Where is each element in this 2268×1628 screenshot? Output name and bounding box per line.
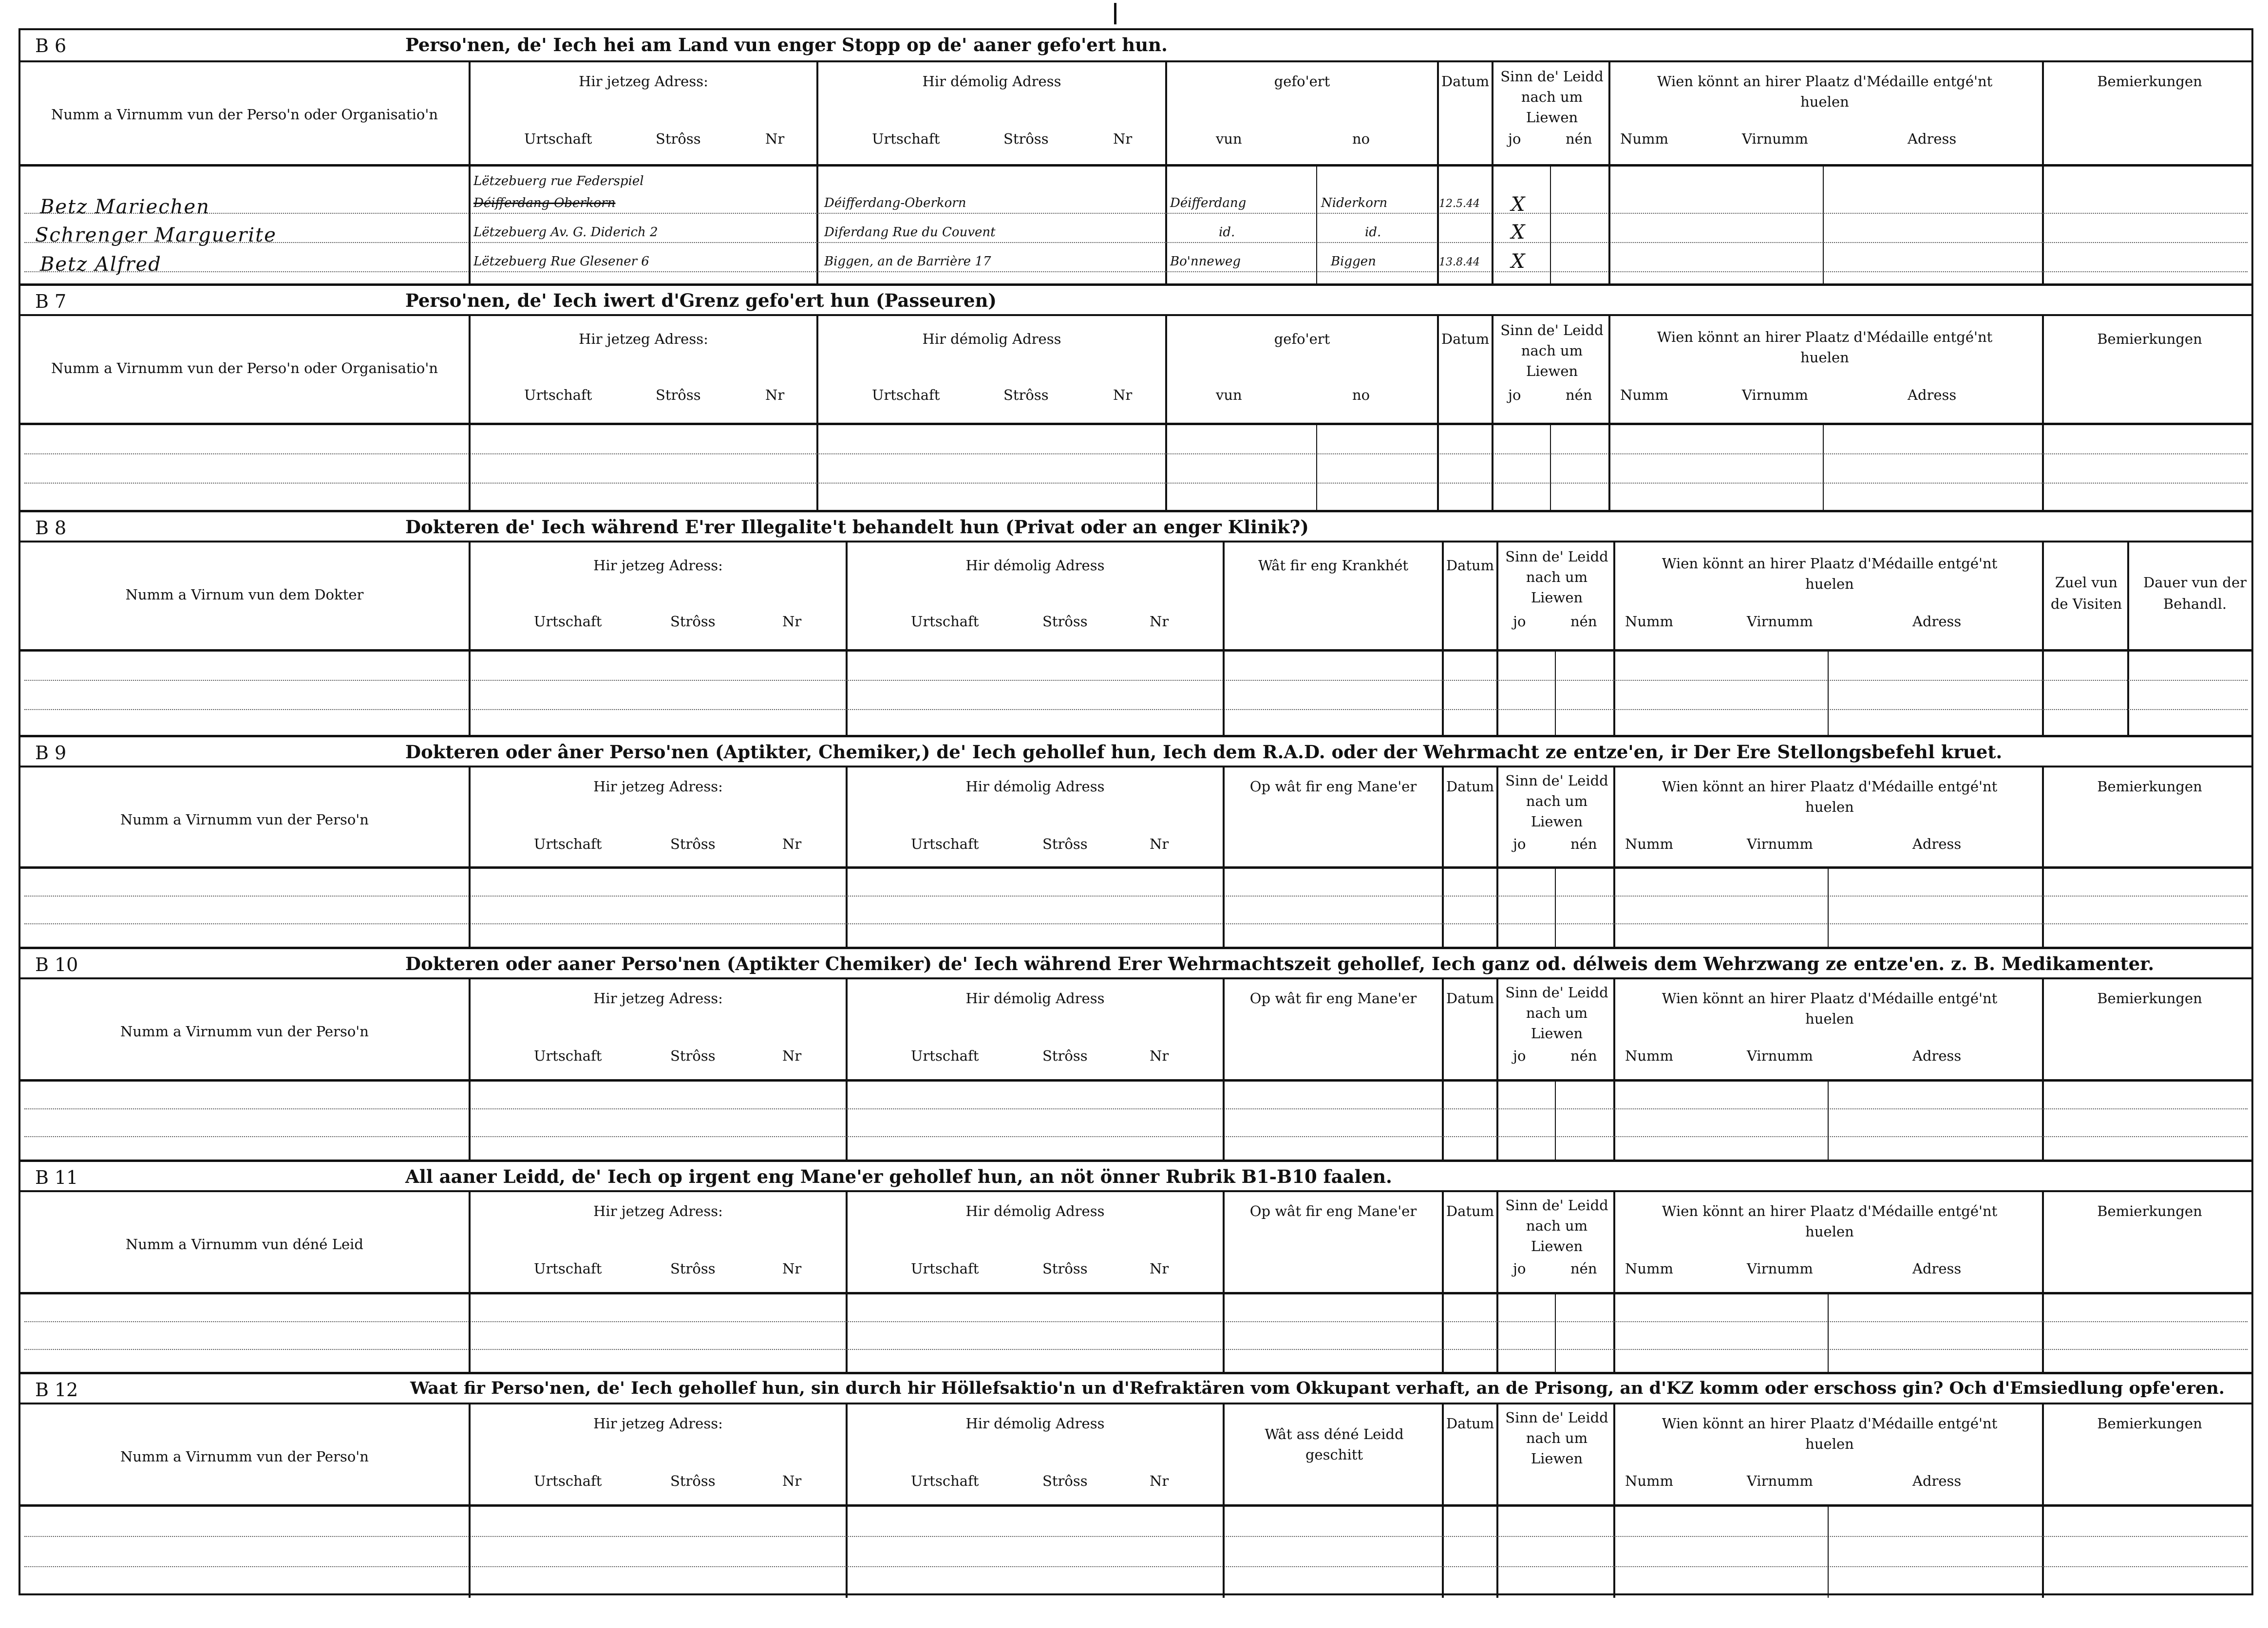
section-header bbox=[20, 1374, 2251, 1403]
section-title: Dokteren de' Iech während E'rer Illegalite't behandelt hun (Privat oder an enger Klinik?) bbox=[405, 516, 1309, 538]
table-row-3-former: Biggen, an de Barrière 17 bbox=[824, 254, 991, 269]
table-row-2-to: id. bbox=[1365, 225, 1381, 240]
data-area bbox=[20, 167, 2251, 283]
section-title: All aaner Leidd, de' Iech op irgent eng Mane'er gehollef hun, an nöt önner Rubrik B1-B10 faalen. bbox=[405, 1166, 1392, 1187]
section-header bbox=[20, 286, 2251, 315]
section-header bbox=[20, 737, 2251, 767]
header-alive: Sinn de' Leidd nach um Liewen jo nén bbox=[1492, 62, 1608, 164]
data-area bbox=[20, 652, 2251, 737]
data-area bbox=[20, 869, 2251, 949]
column-header-row: Numm a Virnum vun dem Dokter Hir jetzeg Adress: Urtschaft Strôss Nr Hir démolig Adress Urtschaft Strôss Nr Wât fir eng Krankhét Datum Sinn de' Leidd nach um Liewen jo nén Wien könnt an hirer Plaatz d'Médaille entgé'nt huelen Numm Virnumm Adress Zuel vun de Visiten Dauer vun der Behandl. bbox=[20, 541, 2251, 652]
table-row-1-alive-yes: X bbox=[1511, 193, 1526, 216]
table-row-2-alive-yes: X bbox=[1511, 221, 1526, 243]
section-b8 bbox=[20, 510, 2251, 735]
section-title: Dokteren oder âner Perso'nen (Aptikter, Chemiker,) de' Iech gehollef hun, Iech dem R.A.D. oder der Wehrmacht ze entze'en, ir Der Ere Stellongsbefehl kruet. bbox=[405, 741, 2003, 763]
header-name: Numm a Virnumm vun der Perso'n oder Organisatio'n bbox=[51, 106, 438, 123]
section-title: Perso'nen, de' Iech iwert d'Grenz gefo'ert hun (Passeuren) bbox=[405, 290, 997, 311]
header-medal: Wien könnt an hirer Plaatz d'Médaille entgé'nt huelen Numm Virnumm Adress bbox=[1608, 62, 2042, 164]
table-row-2-name: Schrenger Marguerite bbox=[35, 224, 277, 246]
header-former-address: Hir démolig Adress Urtschaft Strôss Nr bbox=[816, 62, 1165, 164]
table-row-3-to: Biggen bbox=[1331, 254, 1376, 269]
column-header-row bbox=[20, 60, 2251, 167]
data-area bbox=[20, 1294, 2251, 1374]
section-b9 bbox=[20, 735, 2251, 947]
table-row-2-current-a: Lëtzebuerg Av. G. Diderich 2 bbox=[473, 225, 658, 240]
section-header bbox=[20, 512, 2251, 542]
table-row-1-to: Niderkorn bbox=[1321, 196, 1388, 210]
section-b11 bbox=[20, 1160, 2251, 1372]
data-area bbox=[20, 425, 2251, 512]
section-b6 bbox=[20, 30, 2251, 283]
header-current-address: Hir jetzeg Adress: Urtschaft Strôss Nr bbox=[469, 62, 816, 164]
section-code: B 11 bbox=[35, 1167, 78, 1188]
header-date: Datum bbox=[1437, 62, 1492, 164]
column-header-row: Numm a Virnumm vun der Perso'n Hir jetzeg Adress: Urtschaft Strôss Nr Hir démolig Adress Urtschaft Strôss Nr Wât ass déné Leidd geschitt Datum Sinn de' Leidd nach um Liewen Wien könnt an hirer Plaatz d'Médaille entgé'nt huelen Numm Virnumm Adress Bemierkungen bbox=[20, 1403, 2251, 1507]
section-code: B 9 bbox=[35, 742, 67, 764]
table-row-1-name: Betz Mariechen bbox=[40, 196, 210, 218]
section-title: Waat fir Perso'nen, de' Iech gehollef hun, sin durch hir Höllefsaktio'n un d'Refraktären vom Okkupant verhaft, an de Prisong, an d'KZ komm oder erschoss gin? Och d'Emsiedlung opfe'eren. bbox=[410, 1378, 2225, 1398]
section-b12 bbox=[20, 1372, 2251, 1595]
column-header-row: Numm a Virnumm vun der Perso'n oder Organisatio'n Hir jetzeg Adress: Urtschaft Strôss Nr Hir démolig Adress Urtschaft Strôss Nr gefo'ert vun no Datum Sinn de' Leidd nach um Liewen jo nén Wien könnt an hirer Plaatz d'Médaille entgé'nt huelen Numm Virnumm Adress Bemierkungen bbox=[20, 314, 2251, 425]
table-row-1-date: 12.5.44 bbox=[1439, 198, 1480, 210]
section-code: B 10 bbox=[35, 954, 78, 975]
section-header bbox=[20, 949, 2251, 978]
section-b10 bbox=[20, 947, 2251, 1160]
section-code: B 6 bbox=[35, 35, 67, 56]
section-b7 bbox=[20, 283, 2251, 510]
header-transported: gefo'ert vun no bbox=[1165, 62, 1437, 164]
column-header-row: Numm a Virnumm vun déné Leid Hir jetzeg Adress: Urtschaft Strôss Nr Hir démolig Adress Urtschaft Strôss Nr Op wât fir eng Mane'er Datum Sinn de' Leidd nach um Liewen jo nén Wien könnt an hirer Plaatz d'Médaille entgé'nt huelen Numm Virnumm Adress Bemierkungen bbox=[20, 1190, 2251, 1294]
section-title: Perso'nen, de' Iech hei am Land vun enger Stopp op de' aaner gefo'ert hun. bbox=[405, 34, 1168, 56]
section-code: B 12 bbox=[35, 1379, 78, 1401]
table-row-1-former: Déifferdang-Oberkorn bbox=[824, 196, 966, 210]
table-row-3-from: Bo'nneweg bbox=[1170, 254, 1241, 269]
table-row-2-from: id. bbox=[1219, 225, 1235, 240]
column-header-row: Numm a Virnumm vun der Perso'n Hir jetzeg Adress: Urtschaft Strôss Nr Hir démolig Adress Urtschaft Strôss Nr Op wât fir eng Mane'er Datum Sinn de' Leidd nach um Liewen jo nén Wien könnt an hirer Plaatz d'Médaille entgé'nt huelen Numm Virnumm Adress Bemierkungen bbox=[20, 766, 2251, 869]
table-row-3-current-a: Lëtzebuerg Rue Glesener 6 bbox=[473, 254, 649, 269]
section-title: Dokteren oder aaner Perso'nen (Aptikter Chemiker) de' Iech während Erer Wehrmachtszeit gehollef, Iech ganz od. délweis dem Wehrzwang ze entze'en. z. B. Medikamenter. bbox=[405, 953, 2155, 974]
table-row-3-date: 13.8.44 bbox=[1439, 256, 1480, 268]
table-row-1-current-b: Déifferdang-Oberkorn bbox=[473, 196, 616, 210]
table-row-1-from: Déifferdang bbox=[1170, 196, 1247, 210]
column-header-row: Numm a Virnumm vun der Perso'n Hir jetzeg Adress: Urtschaft Strôss Nr Hir démolig Adress Urtschaft Strôss Nr Op wât fir eng Mane'er Datum Sinn de' Leidd nach um Liewen jo nén Wien könnt an hirer Plaatz d'Médaille entgé'nt huelen Numm Virnumm Adress Bemierkungen bbox=[20, 977, 2251, 1082]
section-code: B 7 bbox=[35, 291, 67, 312]
table-row-3-name: Betz Alfred bbox=[40, 253, 162, 276]
header-remarks: Bemierkungen bbox=[2042, 62, 2255, 164]
table-row-2-former: Diferdang Rue du Couvent bbox=[824, 225, 996, 240]
form-page bbox=[19, 28, 2253, 1595]
table-row-3-alive-yes: X bbox=[1511, 250, 1526, 273]
data-area bbox=[20, 1507, 2251, 1598]
table-row-1-current-a: Lëtzebuerg rue Federspiel bbox=[473, 174, 644, 188]
data-area bbox=[20, 1082, 2251, 1162]
top-fold-mark bbox=[1114, 3, 1116, 24]
section-header bbox=[20, 1162, 2251, 1191]
section-code: B 8 bbox=[35, 517, 67, 539]
section-header bbox=[20, 30, 2251, 59]
